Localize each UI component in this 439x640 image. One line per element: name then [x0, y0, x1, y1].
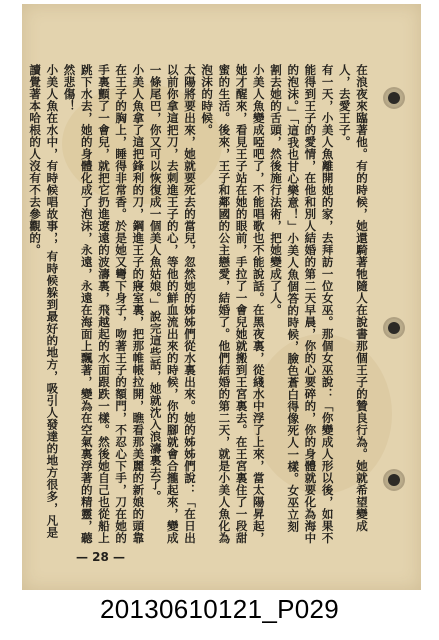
paragraph: 在浪夜來臨著他。有的時候，她還騎著牠隨人在說書那個王子的贊良行為。她就希望變成人，去愛王子。	[337, 64, 369, 532]
paragraph: 有一天，小美人魚離開她的家，去拜訪一位女巫。那個女巫說：「你變成人形以後，如果不能得到王子的愛情，在他和別人結婚的第二天早晨，你的心要碎的，你的身體就要化為海中的泡沫。」「這我也甘心樂意！」小美人魚個答的時候，臉色蒼白得像死人一樣。女巫立刻割去她的舌頭，然後施行法術，把她變成了人。	[268, 64, 335, 544]
paragraph: 小美人魚拿了這把鋒利的刀，鋼進王子的寢室裏，把那帷帳拉開，瞧看那美麗的新娘的頭靠在王子的胸上，睡得非常香。於是她又彎下身子，吻著王子的額門，不忍心下手，刀在她的手裏顫了一會兒，就把它扔進遼遠的波濤裏，飛越起的水面跟跌一樣。然後她自己也從船上跳下水去，她的身體化成了泡沫，永遠，永遠在海面上飄著，變為在空氣裏浮著的精靈，聽然悲傷！	[62, 64, 146, 544]
page-number: — 28 —	[76, 550, 126, 564]
binding-hole-top	[388, 92, 400, 104]
binding-hole-bottom	[388, 474, 400, 486]
paragraph: 小美人魚在水中，有時候唱故事，，有時候躲到最好的地方，吸引人發達的地方很多，凡是讀覺著本哈根的人沒有不去參觀的。	[28, 64, 60, 539]
scanned-page	[22, 4, 421, 590]
paragraph: 太陽將要出來，她就要死去的當兒，忽然她的姊姊們從水裏出來。她的姊姊們說：「在日出以前你拿這把刀，去刺進王子的心，等他的鮮血流出來的時候，你的腳就會合攏起來，變成一條尾巴，你又可以恢復成一個美人魚姑娘。」說完這些話，她就沈入浪濤裏去了。	[148, 64, 197, 544]
paragraph: 小美人魚變成啞吧了，不能唱歌也不能說話。在黑夜裏，從綫水中浮了上來，當太陽昇起，她才醒來，看見王子站在她的眼前，手拉了一會兒她就搬到王宮裏去。在王宮裏住了一段甜蜜的生活。後來，王子和鄰國的公主戀愛，結婚了。他們結婚的第二天，就是小美人魚化為泡沫的時候。	[200, 64, 266, 544]
story-text	[28, 64, 370, 544]
binding-hole-middle	[388, 322, 400, 334]
image-caption: 20130610121_P029	[99, 594, 340, 624]
